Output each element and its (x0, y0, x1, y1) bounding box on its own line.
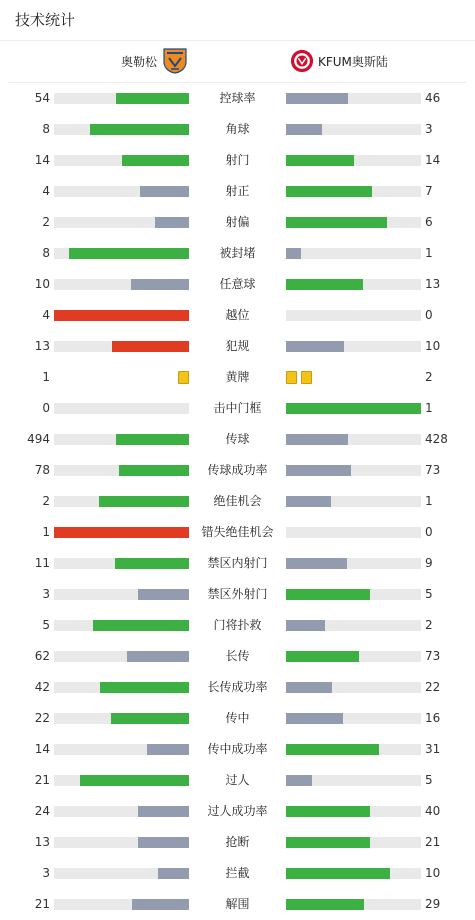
away-stat-bar-fill (286, 279, 363, 290)
away-stat-bar-fill (286, 93, 348, 104)
stat-row (0, 734, 475, 765)
home-stat-bar-fill (80, 775, 189, 786)
away-stat-bar (286, 248, 421, 259)
away-stat-value: 14 (425, 153, 441, 167)
away-stat-value: 0 (425, 525, 433, 539)
home-stat-bar-fill (127, 651, 189, 662)
home-stat-value: 21 (34, 773, 50, 787)
stat-label: 禁区内射门 (207, 556, 268, 570)
home-stat-bar-fill (119, 465, 189, 476)
away-stat-bar (286, 775, 421, 786)
home-stat-value: 11 (34, 556, 50, 570)
away-stat-bar-fill (286, 403, 421, 414)
stat-label: 击中门框 (213, 401, 262, 415)
stat-label: 过人成功率 (207, 804, 268, 818)
away-stat-bar (286, 713, 421, 724)
away-stat-bar-fill (286, 868, 390, 879)
home-stat-bar-fill (147, 744, 189, 755)
home-stat-bar (54, 682, 189, 693)
away-stat-bar (286, 806, 421, 817)
home-stat-bar (54, 248, 189, 259)
home-stat-bar (54, 713, 189, 724)
home-stat-bar (54, 93, 189, 104)
home-stat-bar (54, 837, 189, 848)
stat-row (0, 300, 475, 331)
stat-row (0, 517, 475, 548)
stat-row (0, 424, 475, 455)
away-stat-bar (286, 124, 421, 135)
home-stat-bar (54, 806, 189, 817)
stat-label: 传球成功率 (207, 463, 268, 477)
home-stat-value: 13 (34, 339, 50, 353)
away-stat-bar-fill (286, 806, 370, 817)
yellow-card-icon (286, 371, 297, 384)
stat-row (0, 672, 475, 703)
home-stat-value: 2 (42, 215, 50, 229)
away-stat-bar-fill (286, 744, 379, 755)
away-stat-bar-fill (286, 496, 331, 507)
home-stat-value: 3 (42, 587, 50, 601)
stat-row (0, 331, 475, 362)
team-header (9, 41, 466, 83)
away-stat-bar-fill (286, 155, 354, 166)
yellow-card-icon (178, 371, 189, 384)
away-stat-value: 13 (425, 277, 441, 291)
home-stat-bar (54, 341, 189, 352)
away-stat-bar (286, 310, 421, 321)
away-stat-value: 29 (425, 897, 441, 911)
away-stat-value: 6 (425, 215, 433, 229)
home-stat-bar-fill (140, 186, 189, 197)
home-stat-bar-fill (122, 155, 190, 166)
away-stat-value: 46 (425, 91, 441, 105)
away-stat-bar (286, 434, 421, 445)
home-stat-bar-fill (132, 899, 189, 910)
away-stat-bar-fill (286, 651, 359, 662)
away-stat-value: 10 (425, 339, 441, 353)
away-stat-bar (286, 341, 421, 352)
home-stat-bar-fill (131, 279, 189, 290)
stat-label: 传中成功率 (207, 742, 268, 756)
page-title: 技术统计 (0, 0, 475, 41)
stat-row (0, 114, 475, 145)
away-stat-value: 16 (425, 711, 441, 725)
home-stat-bar-fill (99, 496, 189, 507)
away-stat-bar (286, 496, 421, 507)
away-stat-bar-fill (286, 899, 364, 910)
away-stat-bar-fill (286, 620, 325, 631)
stat-label: 禁区外射门 (207, 587, 268, 601)
away-stat-value: 2 (425, 370, 433, 384)
home-stat-value: 21 (34, 897, 50, 911)
away-stat-bar-fill (286, 775, 312, 786)
stat-row (0, 889, 475, 920)
home-stat-bar (54, 651, 189, 662)
away-stat-value: 1 (425, 246, 433, 260)
aalesund-crest-icon (163, 48, 187, 74)
away-stat-bar-fill (286, 124, 322, 135)
away-stat-value: 40 (425, 804, 441, 818)
stat-row (0, 176, 475, 207)
home-stat-bar-fill (116, 434, 189, 445)
away-stat-bar (286, 558, 421, 569)
away-stat-value: 3 (425, 122, 433, 136)
home-stat-bar-fill (138, 837, 189, 848)
home-stat-value: 1 (42, 370, 50, 384)
home-stat-bar-fill (158, 868, 189, 879)
home-stat-bar-fill (69, 248, 189, 259)
away-stat-value: 428 (425, 432, 448, 446)
away-stat-value: 7 (425, 184, 433, 198)
home-stat-bar (54, 434, 189, 445)
home-stat-value: 0 (42, 401, 50, 415)
away-stat-bar (286, 155, 421, 166)
away-stat-value: 10 (425, 866, 441, 880)
stat-label: 解围 (225, 897, 250, 911)
home-stat-bar-fill (116, 93, 189, 104)
home-stat-bar-fill (54, 310, 189, 321)
away-stat-bar (286, 403, 421, 414)
home-stat-bar (54, 744, 189, 755)
home-stat-bar (54, 527, 189, 538)
stat-label: 角球 (225, 122, 250, 136)
home-stat-value: 78 (34, 463, 50, 477)
home-stat-value: 4 (42, 308, 50, 322)
stat-row (0, 362, 475, 393)
home-stat-value: 3 (42, 866, 50, 880)
stat-label: 射门 (225, 153, 250, 167)
home-stat-bar (54, 620, 189, 631)
away-stat-bar (286, 837, 421, 848)
home-stat-bar (54, 868, 189, 879)
home-stat-bar-fill (54, 527, 189, 538)
stat-row (0, 145, 475, 176)
away-stat-bar (286, 682, 421, 693)
away-stat-bar-fill (286, 558, 347, 569)
away-stat-bar (286, 651, 421, 662)
away-yellow-cards (286, 371, 312, 384)
home-stat-bar (54, 589, 189, 600)
away-stat-bar-fill (286, 837, 370, 848)
away-team-name: KFUM奥斯陆 (318, 54, 388, 69)
stat-row (0, 207, 475, 238)
yellow-card-icon (301, 371, 312, 384)
away-stat-bar-fill (286, 341, 344, 352)
stat-label: 被封堵 (219, 246, 256, 260)
stat-row (0, 486, 475, 517)
home-stat-value: 1 (42, 525, 50, 539)
stat-row (0, 765, 475, 796)
home-team-name: 奥勒松 (120, 54, 157, 69)
away-stat-bar (286, 186, 421, 197)
home-stat-bar (54, 465, 189, 476)
home-stat-value: 14 (34, 742, 50, 756)
away-stat-bar-fill (286, 682, 332, 693)
home-stat-bar-fill (111, 713, 189, 724)
away-stat-bar-fill (286, 217, 387, 228)
home-stat-value: 494 (27, 432, 50, 446)
home-team[interactable] (121, 48, 187, 74)
stat-label: 越位 (225, 308, 250, 322)
home-stat-bar-fill (93, 620, 189, 631)
home-stat-bar (54, 310, 189, 321)
away-stat-value: 2 (425, 618, 433, 632)
away-stat-value: 1 (425, 401, 433, 415)
kfum-oslo-crest-icon (290, 48, 314, 74)
home-stat-bar (54, 775, 189, 786)
home-stat-bar (54, 403, 189, 414)
away-team[interactable] (290, 48, 388, 74)
stat-label: 控球率 (219, 91, 256, 105)
home-stat-value: 62 (34, 649, 50, 663)
stat-label: 绝佳机会 (213, 494, 262, 508)
away-stat-value: 5 (425, 773, 433, 787)
stat-row (0, 83, 475, 114)
away-stat-value: 0 (425, 308, 433, 322)
home-stat-bar-fill (90, 124, 189, 135)
home-stat-bar (54, 496, 189, 507)
home-stat-value: 2 (42, 494, 50, 508)
away-stat-bar (286, 465, 421, 476)
home-stat-bar-fill (100, 682, 189, 693)
home-stat-value: 54 (34, 91, 50, 105)
home-stat-value: 5 (42, 618, 50, 632)
stat-row (0, 641, 475, 672)
home-stat-bar-fill (138, 806, 189, 817)
stat-row (0, 858, 475, 889)
stat-label: 长传成功率 (207, 680, 268, 694)
stat-row (0, 548, 475, 579)
away-stat-bar (286, 589, 421, 600)
home-stat-bar-fill (112, 341, 189, 352)
home-stat-value: 14 (34, 153, 50, 167)
home-stat-bar (54, 155, 189, 166)
home-yellow-cards (178, 371, 189, 384)
home-stat-value: 8 (42, 122, 50, 136)
stat-label: 抢断 (225, 835, 250, 849)
stat-row (0, 796, 475, 827)
away-stat-bar-fill (286, 713, 343, 724)
home-stat-bar-fill (155, 217, 189, 228)
home-stat-bar (54, 899, 189, 910)
home-stat-value: 4 (42, 184, 50, 198)
away-stat-bar (286, 899, 421, 910)
stat-row (0, 579, 475, 610)
away-stat-bar-fill (286, 248, 301, 259)
away-stat-bar-fill (286, 434, 348, 445)
away-stat-value: 9 (425, 556, 433, 570)
stat-label: 长传 (225, 649, 250, 663)
stat-label: 错失绝佳机会 (201, 525, 274, 539)
home-stat-value: 22 (34, 711, 50, 725)
away-stat-bar (286, 744, 421, 755)
stat-label: 传中 (225, 711, 250, 725)
away-stat-value: 73 (425, 463, 441, 477)
away-stat-value: 5 (425, 587, 433, 601)
away-stat-bar (286, 620, 421, 631)
home-stat-bar (54, 279, 189, 290)
home-stat-bar (54, 217, 189, 228)
away-stat-value: 1 (425, 494, 433, 508)
away-stat-bar-fill (286, 465, 351, 476)
away-stat-bar (286, 868, 421, 879)
stat-label: 拦截 (225, 866, 250, 880)
stat-label: 传球 (225, 432, 250, 446)
stat-row (0, 269, 475, 300)
away-stat-bar (286, 527, 421, 538)
away-stat-bar (286, 217, 421, 228)
home-stat-value: 8 (42, 246, 50, 260)
away-stat-bar-fill (286, 589, 370, 600)
away-stat-value: 31 (425, 742, 441, 756)
stat-row (0, 393, 475, 424)
away-stat-value: 73 (425, 649, 441, 663)
stat-row (0, 610, 475, 641)
away-stat-bar (286, 279, 421, 290)
stat-label: 任意球 (219, 277, 256, 291)
home-stat-bar (54, 186, 189, 197)
away-stat-bar (286, 93, 421, 104)
home-stat-value: 42 (34, 680, 50, 694)
stat-row (0, 827, 475, 858)
home-stat-value: 13 (34, 835, 50, 849)
away-stat-value: 22 (425, 680, 441, 694)
stat-label: 射偏 (225, 215, 250, 229)
away-stat-value: 21 (425, 835, 441, 849)
home-stat-bar (54, 124, 189, 135)
stat-row (0, 455, 475, 486)
stat-row (0, 238, 475, 269)
home-stat-bar-fill (115, 558, 189, 569)
home-stat-value: 10 (34, 277, 50, 291)
stat-label: 过人 (225, 773, 250, 787)
stat-label: 门将扑救 (213, 618, 262, 632)
stat-label: 黄牌 (225, 370, 250, 384)
stat-row (0, 703, 475, 734)
stat-label: 犯规 (225, 339, 250, 353)
home-stat-value: 24 (34, 804, 50, 818)
away-stat-bar-fill (286, 186, 372, 197)
stat-label: 射正 (225, 184, 250, 198)
stats-list (0, 83, 475, 920)
home-stat-bar (54, 558, 189, 569)
home-stat-bar-fill (138, 589, 189, 600)
